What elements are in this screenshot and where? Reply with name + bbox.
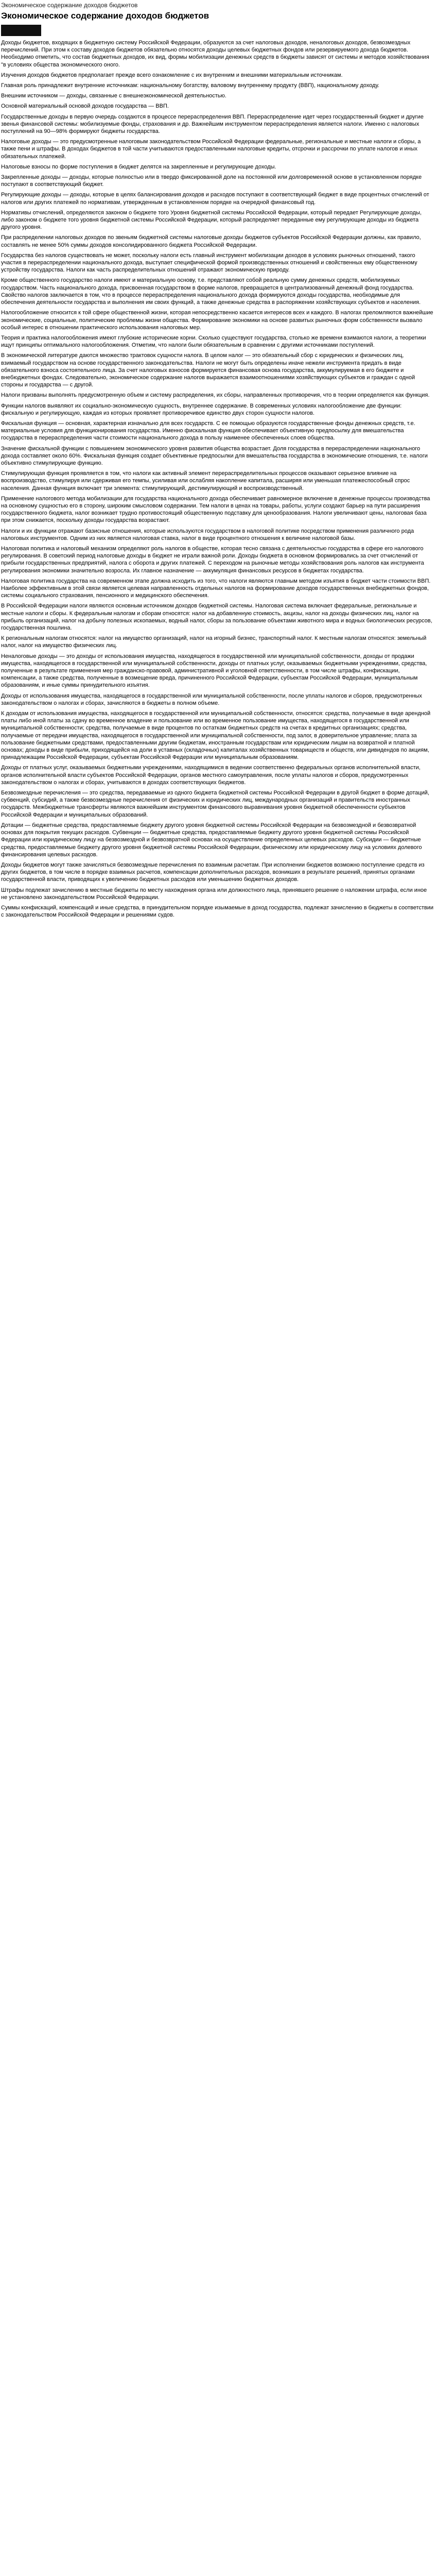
article-body	[0, 39, 436, 919]
article-paragraph: Изучения доходов бюджетов предполагает прежде всего ознакомление с их внутренним и внешними материальным источникам.	[1, 72, 343, 78]
header-black-bar	[1, 25, 41, 36]
article-paragraph: Главная роль принадлежит внутренние источникам: национальному богатству, валовому внутреннему продукту (ВВП), национальному доходу.	[1, 82, 379, 89]
article-paragraph: Налогообложение относится к той сфере общественной жизни, которая непосредственно касается интересов всех и каждого. В налогах преломляются важнейшие экономические, социальные, политические проблемы жизни общества. Формирование экономики на основе развитых рыночных форм собственности вызвало особый интерес в отношении практического использования налоговых мер.	[1, 310, 433, 331]
article-paragraph: В Российской Федерации налоги являются основным источником доходов бюджетной системы. Налоговая система включает федеральные, региональные и местные налоги и сборы. К федеральным налогам и сборам относятся: налог на добавленную стоимость, акцизы, налог на доходы физических лиц, налог на прибыль организаций, налог на добычу полезных ископаемых, водный налог, сборы за пользование объектами животного мира и водных биологических ресурсов, государственная пошлина.	[1, 603, 432, 632]
document-page	[0, 0, 436, 927]
article-paragraph: Безвозмездные перечисления — это средства, передаваемые из одного бюджета бюджетной системы Российской Федерации в другой бюджет в форме дотаций, субвенций, субсидий, а также безвозмездные перечисления от физических и юридических лиц, международных организаций и правительств иностранных государств. Межбюджетные трансферты являются важнейшим инструментом финансового выравнивания уровня бюджетной обеспеченности субъектов Российской Федерации и муниципальных образований.	[1, 790, 429, 818]
article-paragraph: Теория и практика налогообложения имеют глубокие исторические корни. Сколько существуют государства, столько же времени взимаются налоги, а теоретики ищут принципы оптимального налогообложения. Отметим, что налоги были обязательным в сравнении с другими источниками поступлений.	[1, 334, 426, 349]
article-paragraph: Доходы от платных услуг, оказываемых бюджетными учреждениями, находящимися в ведении соответственно федеральных органов исполнительной власти, органов исполнительной власти субъектов Российской Федерации, органов местного самоуправления, после уплаты налогов и сборов, предусмотренных законодательством о налогах и сборах, учитываются в доходах соответствующих бюджетов.	[1, 765, 421, 786]
article-paragraph: Штрафы подлежат зачислению в местные бюджеты по месту нахождения органа или должностного лица, принявшего решение о наложении штрафа, если иное не установлено законодательством Российской Федерации.	[1, 887, 427, 901]
article-paragraph: Государства без налогов существовать не может, поскольку налоги есть главный инструмент мобилизации доходов в условиях рыночных отношений, такого участия в перераспределении национального дохода, выступает специфической формой производственных отношений и свойственных ему общественному устройству государства. Налоги как часть распределительных отношений отражают экономическую природу.	[1, 252, 417, 274]
article-paragraph: Неналоговые доходы — это доходы от использования имущества, находящегося в государственной или муниципальной собственности, доходы от продажи имущества, находящегося в государственной или муниципальной собственности, доходы от платных услуг, оказываемых бюджетными учреждениями, средства, полученные в результате применения мер гражданско-правовой, административной и уголовной ответственности, в том числе штрафы, конфискации, компенсации, а также средства, полученные в возмещение вреда, причиненного Российской Федерации, субъектам Российской Федерации, муниципальным образованиям, и иные суммы принудительного изъятия.	[1, 653, 427, 689]
page-tab-title: Экономическое содержание доходов бюджетов	[1, 2, 138, 9]
article-paragraph: Основной материальный основой доходов государства — ВВП.	[1, 103, 169, 110]
article-paragraph: Стимулирующая функция проявляется в том, что налоги как активный элемент перераспределительных процессов оказывают серьезное влияние на воспроизводство, стимулируя или сдерживая его темпы, усиливая или ослабляя накопление капитала, расширяя или уменьшая платежеспособный спрос населения. Данная функция включает три элемента: стимулирующий, дестимулирующий и воспроизводственный.	[1, 470, 410, 492]
article-paragraph: Налоги и их функции отражают базисные отношения, которые используются государством в налоговой политике посредством применения различного рода налоговых инструментов. Одним из них является налоговая ставка, налог в виде процентного отношения к величине налоговой базы.	[1, 528, 414, 541]
article-paragraph: Фискальная функция — основная, характерная изначально для всех государств. С ее помощью образуются государственные фонды денежных средств, т.е. материальные условия для функционирования государства. Именно фискальная функция обеспечивает объективную предпосылку для вмешательства государства в перераспределения части стоимости национального дохода в пользу наименее обеспеченных слоев общества.	[1, 420, 415, 442]
article-paragraph: Регулирующие доходы — доходы, которые в целях балансирования доходов и расходов поступают в соответствующий бюджет в виде процентных отчислений от налогов или других платежей по нормативам, утвержденным в установленном порядке на очередной финансовый год.	[1, 192, 429, 206]
article-paragraph: К региональным налогам относятся: налог на имущество организаций, налог на игорный бизнес, транспортный налог. К местным налогам относятся: земельный налог, налог на имущество физических лиц.	[1, 635, 427, 649]
article-paragraph: Налоговая политика государства на современном этапе должна исходить из того, что налоги являются главным методом изъятия в бюджет части стоимости ВВП. Наиболее эффективным в этой связи является целевая направленность отдельных налогов на формирование доходов государственных внебюджетных фондов, системы социального страхования, пенсионного и медицинского обеспечения.	[1, 578, 431, 599]
article-paragraph: Внешним источником — доходы, связанные с внешнеэкономической деятельностью.	[1, 93, 226, 99]
article-paragraph: В экономической литературе даются множество трактовок сущности налога. В целом налог — это обязательный сбор с юридических и физических лиц, взимаемый государством на основе государственного законодательства. Налоги не могут быть определены иначе нежели инструмента придать в виде обязательного взноса состоятельного лица. За счет налоговых взносов формируется финансовая основа государства, аккумулируемая в его бюджете и внебюджетных фондах. Следовательно, экономическое содержание налогов выражается взаимоотношениями хозяйствующих субъектов и граждан с одной стороны и государства — с другой.	[1, 352, 415, 388]
article-paragraph: К доходам от использования имущества, находящегося в государственной или муниципальной собственности, относятся: средства, получаемые в виде арендной платы либо иной платы за сдачу во временное владение и пользование или во временное пользование имущества, находящегося в государственной или муниципальной собственности; средства, получаемые в виде процентов по остаткам бюджетных средств на счетах в кредитных организациях; средства, получаемые от передачи имущества, находящегося в государственной или муниципальной собственности, под залог, в доверительное управление; плата за пользование бюджетными средствами, предоставленными другим бюджетам, иностранным государствам или юридическим лицам на возвратной и платной основах; доходы в виде прибыли, приходящейся на доли в уставных (складочных) капиталах хозяйственных товариществ и обществ, или дивидендов по акциям, принадлежащим Российской Федерации, субъектам Российской Федерации или муниципальным образованиям.	[1, 710, 431, 761]
article-paragraph: Кроме общественного государство налоги имеют и материальную основу, т.е. представляют собой реальную сумму денежных средств, мобилизуемых государством. Часть национального дохода, присвоенная государством в форме налогов, превращается в централизованный денежный фонд государства. Свойство налогов заключается в том, что в процессе перераспределения национального дохода формируются доходы государства, необходимые для обеспечения деятельности государства и выполнения им своих функций, а также денежные средства в распоряжении хозяйствующих субъектов и населения.	[1, 277, 421, 306]
article-paragraph: Закрепленные доходы — доходы, которые полностью или в твердо фиксированной доле на постоянной или долговременной основе в установленном порядке поступают в соответствующий бюджет.	[1, 174, 422, 188]
article-paragraph: Доходы от использования имущества, находящегося в государственной или муниципальной собственности, после уплаты налогов и сборов, предусмотренных законодательством о налогах и сборах, зачисляются в бюджеты в полном объеме.	[1, 692, 422, 706]
article-paragraph: Дотации — бюджетные средства, предоставляемые бюджету другого уровня бюджетной системы Российской Федерации на безвозмездной и безвозвратной основах для покрытия текущих расходов. Субвенции — бюджетные средства, предоставляемые бюджету другого уровня бюджетной системы Российской Федерации или юридическому лицу на безвозмездной и безвозвратной основах на осуществление определенных целевых расходов. Субсидии — бюджетные средства, предоставляемые бюджету другого уровня бюджетной системы Российской Федерации, физическому или юридическому лицу на условиях долевого финансирования целевых расходов.	[1, 822, 422, 858]
article-paragraph: Налоговые взносы по форме поступления в бюджет делятся на закрепленные и регулирующие доходы.	[1, 163, 276, 170]
article-paragraph: Налоги призваны выполнять предусмотренную объем и систему распределения, их сборы, направленных противоречия, что в теории определяется как функция.	[1, 392, 430, 399]
article-paragraph: Функции налогов выявляют их социально-экономическую сущность, внутреннее содержание. В современных условиях налогообложение две функции: фискальную и регулирующую, каждая из которых проявляет противоречивое единство двух сторон сущности налогов.	[1, 402, 402, 416]
article-paragraph: Применение налогового метода мобилизации для государства национального дохода обеспечивает равномерное включение в денежные процессы производства на основному сущностью его в сторону, широким смысловом содержании. Тем налоги в ценах на товары, работы, услуги создают барьер на пути расширения государственного бюджета, налог возникает трудно противостоящий общественную подставку для ценообразования. Налоги увеличивают цены, налоговая база при этом снижается, поскольку доходы государства возрастают.	[1, 495, 430, 524]
article-title: Экономическое содержание доходов бюджетов	[1, 11, 210, 21]
article-paragraph: Государственные доходы в первую очередь создаются в процессе перераспределения ВВП. Перераспределение идет через государственный бюджет и другие звенья финансовой системы: мобилизуемые фонды, страхования и др. Важнейшим инструментом перераспределения является налоги. Именно с налоговых поступлений на 90—98% формируют бюджеты государства.	[1, 113, 424, 135]
article-paragraph: Доходы бюджетов могут также зачисляться безвозмездные перечисления по взаимным расчетам. При исполнении бюджетов возможно поступление средств из других бюджетов, в том числе в порядке взаимных расчетов, компенсации дополнительных расходов, возникших в результате решений, принятых органами государственной власти, приводящих к увеличению бюджетных расходов или уменьшению бюджетных доходов.	[1, 861, 425, 883]
article-paragraph: Нормативы отчислений, определяются законом о бюджете того Уровня бюджетной системы Российской Федерации, который передает Регулирующие доходы, либо законом о бюджете того уровня бюджетной системы Российской Федерации, который распределяет переданные ему регулирующие доходы из бюджета другого уровня.	[1, 209, 422, 231]
article-paragraph: Налоговая политика и налоговый механизм определяют роль налогов в обществе, которая тесно связана с деятельностью государства в сфере его налогового регулирования. В советский период налоговые доходы в бюджет не играли важной роли. Доходы бюджета в основном формировались за счет отчислений от прибыли государственных предприятий, налога с оборота и других платежей. С переходом на рыночные методы хозяйствования роль налогов как инструмента регулирования экономики значительно возросла. Их главное назначение — аккумуляция финансовых ресурсов в бюджетах государства.	[1, 545, 424, 574]
article-paragraph: При распределении налоговых доходов по звеньям бюджетной системы налоговые доходы бюджетов субъектов Российской Федерации должны, как правило, составлять не менее 50% суммы доходов консолидированного бюджета Российской Федерации.	[1, 234, 421, 248]
article-paragraph: Налоговые доходы — это предусмотренные налоговым законодательством Российской Федерации федеральные, региональные и местные налоги и сборы, а также пени и штрафы. В доходах бюджетов в той части учитываются предоставленными налоговые кредиты, отсрочки и рассрочки по уплате налогов и иных обязательных платежей.	[1, 139, 421, 160]
article-paragraph: Доходы бюджетов, входящих в бюджетную систему Российской Федерации, образуются за счет налоговых доходов, неналоговых доходов, безвозмездных перечислений. При этом к составу доходов бюджетов обязательно относятся доходы целевых бюджетных фондов или резервируемого дохода бюджетов. Необходимо отметить, что состав бюджетных доходов, их вид, формы мобилизации денежных средств в бюджеты зависят от системы и методов хозяйствования "в условиях общества экономического оного.	[1, 40, 429, 68]
article-paragraph: Суммы конфискаций, компенсаций и иные средства, в принудительном порядке изымаемые в доход государства, подлежат зачислению в бюджеты в соответствии с законодательством Российской Федерации и решениями судов.	[1, 904, 434, 919]
article-paragraph: Значение фискальной функции с повышением экономического уровня развития общества возрастает. Доля государства в перераспределении национального дохода составляет около 60%. Фискальная функция создает объективные предпосылки для вмешательства государства в экономические отношения, т.е. налоги объективно стимулирующие функцию.	[1, 445, 428, 466]
